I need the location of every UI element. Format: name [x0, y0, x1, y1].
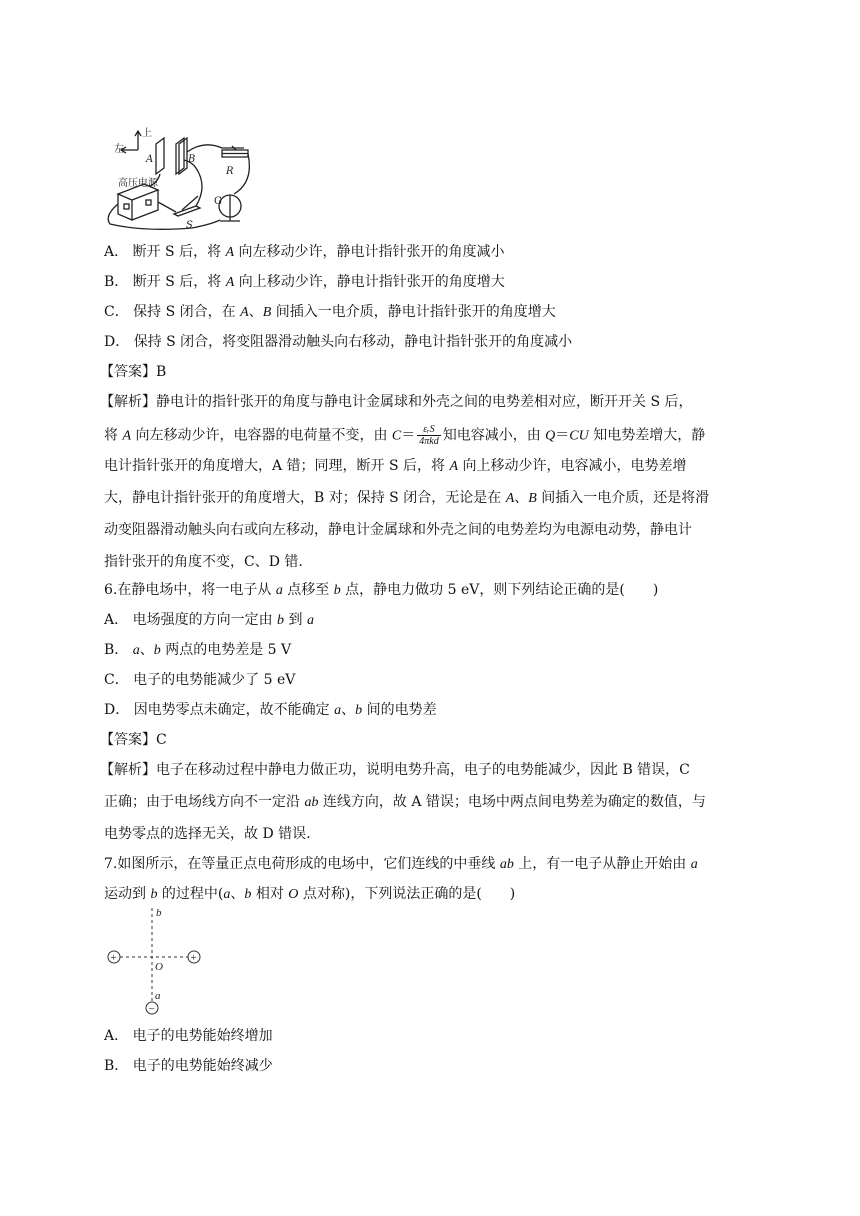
q5-option-c: C． 保持 S 闭合，在 A、B 间插入一电介质，静电计指针张开的角度增大	[104, 304, 556, 320]
q6-option-a: A． 电场强度的方向一定由 b 到 a	[104, 612, 314, 628]
q5-analysis-line-2: 将 A 向左移动少许，电容器的电荷量不变，由 C＝ $\frac{\text{εᵣS}}{\text{4πkd}}$ 知电容减小，由 Q＝CU 知电势差增大，静	[104, 424, 706, 447]
q7-option-b: B． 电子的电势能始终减少	[104, 1058, 273, 1074]
fig1-label-left: 左	[114, 144, 124, 155]
left-charge-sign: +	[110, 952, 117, 964]
fig2-label-O: O	[155, 961, 163, 973]
q6-answer: 【答案】C	[100, 732, 167, 748]
q5-analysis-line-4: 大，静电计指针张开的角度增大，B 对；保持 S 闭合，无论是在 A、B 间插入一电介质，还是将滑	[104, 490, 710, 506]
q6-option-c: C． 电子的电势能减少了 5 eV	[104, 672, 296, 688]
q5-analysis-line-6: 指针张开的角度不变，C、D 错.	[104, 554, 303, 570]
fig1-label-G: G	[214, 196, 222, 207]
q6-stem: 6.在静电场中，将一电子从 a 点移至 b 点，静电力做功 5 eV，则下列结论正确的是( )	[104, 582, 659, 598]
fig2-label-a: a	[155, 990, 161, 1002]
charges-bisector-figure	[104, 906, 208, 1018]
q7-stem-line-1: 7.如图所示，在等量正点电荷形成的电场中，它们连线的中垂线 ab 上，有一电子从静止开始由 a	[104, 856, 698, 872]
fig1-label-B: B	[188, 154, 196, 165]
capacitor-circuit-figure	[104, 124, 254, 230]
fig1-label-A: A	[146, 154, 154, 165]
fig1-label-S: S	[186, 220, 193, 230]
q5-analysis-line-3: 电计指针张开的角度增大，A 错；同理，断开 S 后，将 A 向上移动少许，电容减小，电势差增	[104, 458, 687, 474]
fig1-label-power: 高压电源	[118, 178, 158, 189]
q6-option-b: B． a、b 两点的电势差是 5 V	[104, 642, 292, 658]
q6-analysis-line-3: 电势零点的选择无关，故 D 错误.	[104, 826, 311, 842]
q5-analysis-line-5: 动变阻器滑动触头向右或向左移动，静电计金属球和外壳之间的电势差均为电源电动势，静电计	[104, 522, 692, 538]
fig2-label-b: b	[156, 907, 162, 919]
fig1-label-R: R	[226, 166, 234, 177]
q5-analysis-line-1: 【解析】静电计的指针张开的角度与静电计金属球和外壳之间的电势差相对应，断开开关 S 后，	[100, 394, 693, 410]
q5-answer: 【答案】B	[100, 364, 167, 380]
right-charge-sign: +	[190, 952, 197, 964]
q6-analysis-line-1: 【解析】电子在移动过程中静电力做正功，说明电势升高，电子的电势能减少，因此 B 错误，C	[100, 762, 690, 778]
q6-analysis-line-2: 正确；由于电场线方向不一定沿 ab 连线方向，故 A 错误；电场中两点间电势差为确定的数值，与	[104, 794, 706, 810]
q6-option-d: D． 因电势零点未确定，故不能确定 a、b 间的电势差	[104, 702, 437, 718]
capacitance-formula-fraction: $\frac{\text{εᵣS}}{\text{4πkd}}$	[419, 424, 439, 447]
q7-option-a: A． 电子的电势能始终增加	[104, 1028, 273, 1044]
q5-option-a: A． 断开 S 后，将 A 向左移动少许，静电计指针张开的角度减小	[104, 244, 505, 260]
q5-option-d: D． 保持 S 闭合，将变阻器滑动触头向右移动，静电计指针张开的角度减小	[104, 334, 573, 350]
q5-option-b: B． 断开 S 后，将 A 向上移动少许，静电计指针张开的角度增大	[104, 274, 505, 290]
electron-sign: −	[148, 1003, 155, 1015]
fig1-label-up: 上	[142, 128, 152, 139]
q7-stem-line-2: 运动到 b 的过程中(a、b 相对 O 点对称)，下列说法正确的是( )	[104, 886, 516, 902]
